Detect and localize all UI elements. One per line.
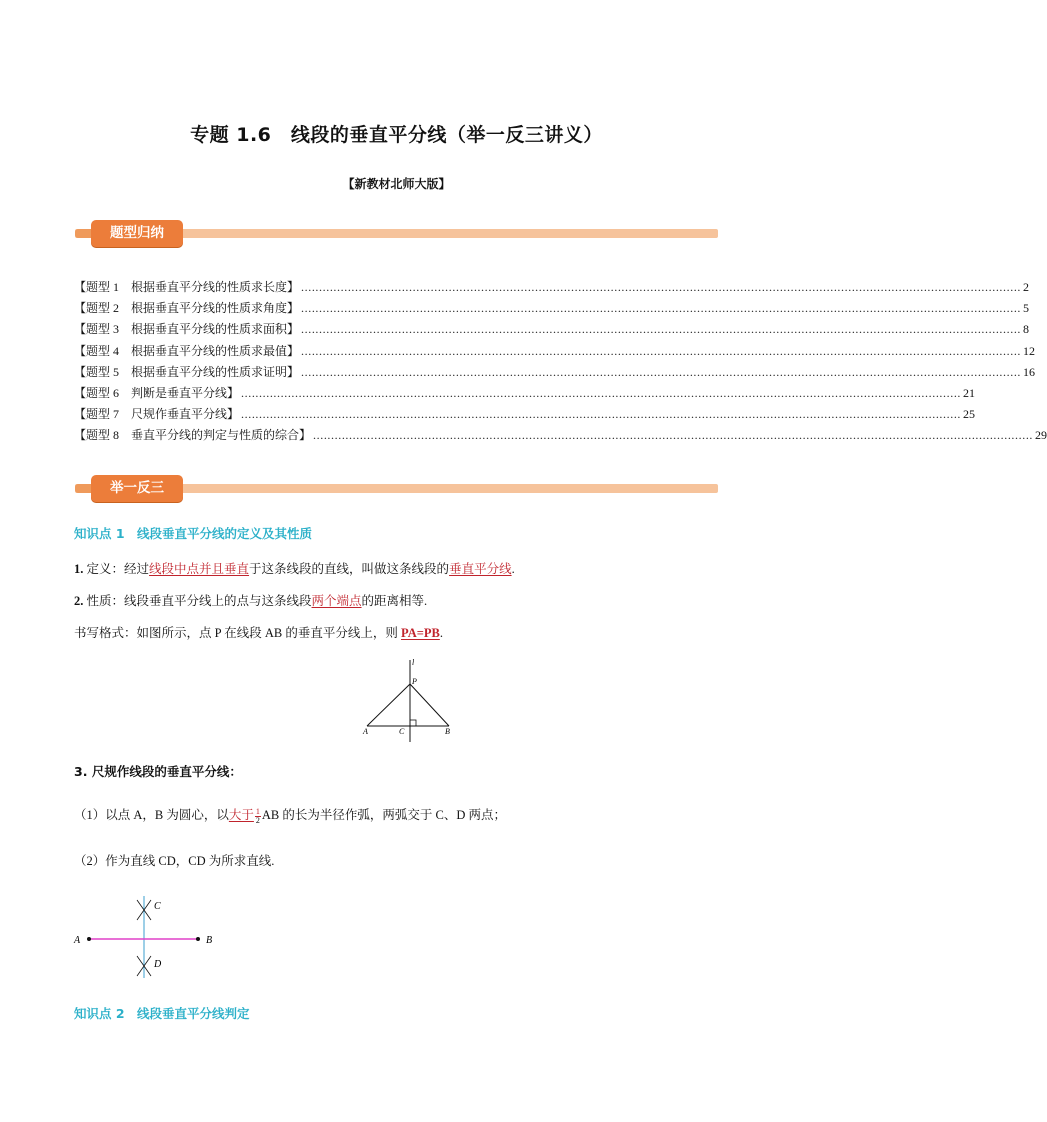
toc-item[interactable] — [74, 277, 1030, 298]
knowledge-heading-1: 知识点 1 线段垂直平分线的定义及其性质 — [74, 526, 313, 541]
label-c: C — [154, 901, 161, 912]
toc-item-page: 16 — [1023, 364, 1036, 379]
definition-text-c: . — [511, 562, 515, 576]
fraction-one-half — [255, 808, 261, 825]
toc-leader-dots: ........................................................................................................................................................................................................ — [241, 385, 962, 400]
label-b: B — [206, 935, 213, 946]
page-subtitle: 【新教材北师大版】 — [342, 177, 451, 191]
construction-heading — [74, 762, 242, 780]
toc-item-page: 21 — [963, 385, 976, 400]
definition-paragraph — [74, 560, 515, 578]
construction-step-1 — [74, 806, 506, 825]
definition-text-b: 于这条线段的直线，叫做这条线段的 — [249, 562, 450, 576]
toc-item-label: 【题型 5 根据垂直平分线的性质求证明】 — [74, 364, 300, 379]
label-p: P — [412, 677, 417, 686]
figure-compass-construction — [70, 892, 230, 982]
property-paragraph — [74, 592, 427, 610]
property-text-a: 线段垂直平分线上的点与这条线段 — [124, 594, 312, 608]
toc-item-page: 29 — [1035, 428, 1047, 443]
toc-item[interactable] — [74, 319, 1030, 340]
toc-item[interactable] — [74, 362, 1036, 383]
step1-highlight: 大于 — [228, 808, 254, 822]
definition-number: 1. — [74, 562, 84, 576]
toc-leader-dots: ........................................................................................................................................................................................................ — [301, 280, 1022, 294]
label-l: l — [412, 658, 415, 667]
toc-item-page: 5 — [1023, 301, 1030, 316]
toc-leader-dots: ........................................................................................................................................................................................................ — [313, 428, 1034, 443]
toc-item-label: 【题型 8 垂直平分线的判定与性质的综合】 — [74, 428, 312, 443]
writing-text-a: 书写格式：如图所示，点 P 在线段 AB 的垂直平分线上，则 — [74, 626, 401, 640]
toc-item-page: 2 — [1023, 280, 1030, 294]
toc-item-page: 12 — [1023, 343, 1036, 358]
right-angle-mark — [410, 720, 416, 726]
label-c: C — [399, 727, 405, 736]
property-label: 性质： — [86, 594, 125, 608]
step1-text-a: （1）以点 A，B 为圆心，以 — [74, 808, 229, 822]
construction-title: 尺规作线段的垂直平分线： — [91, 764, 242, 779]
property-number: 2. — [74, 594, 84, 608]
toc-item-label: 【题型 4 根据垂直平分线的性质求最值】 — [74, 343, 300, 358]
property-text-b: 的距离相等. — [361, 594, 428, 608]
toc-item-page: 25 — [963, 407, 976, 422]
definition-highlight-1: 线段中点并且垂直 — [149, 562, 250, 576]
toc-leader-dots: ........................................................................................................................................................................................................ — [301, 301, 1022, 316]
label-a: A — [74, 935, 81, 946]
toc-leader-dots: ........................................................................................................................................................................................................ — [301, 343, 1022, 358]
construction-step-2: （2）作为直线 CD，CD 为所求直线. — [74, 854, 275, 868]
toc-item-label: 【题型 1 根据垂直平分线的性质求长度】 — [74, 280, 300, 294]
section-band-cap — [75, 484, 91, 493]
toc-item[interactable] — [74, 404, 976, 425]
table-of-contents — [74, 277, 1047, 447]
toc-leader-dots: ........................................................................................................................................................................................................ — [301, 364, 1022, 379]
definition-label: 定义： — [86, 562, 125, 576]
property-highlight: 两个端点 — [311, 594, 362, 608]
writing-highlight: PA=PB — [400, 626, 440, 640]
fraction-denominator: 2 — [255, 815, 260, 825]
toc-item-label: 【题型 6 判断是垂直平分线】 — [74, 385, 240, 400]
step1-text-b: AB 的长为半径作弧，两弧交于 C、D 两点； — [261, 808, 506, 822]
definition-highlight-2: 垂直平分线 — [449, 562, 512, 576]
label-a: A — [363, 727, 368, 736]
section-tab-summary: 题型归纳 — [91, 220, 183, 247]
toc-item[interactable] — [74, 298, 1030, 319]
toc-item[interactable] — [74, 383, 976, 404]
construction-number: 3. — [74, 764, 88, 779]
section-band-cap — [75, 229, 91, 238]
toc-item-label: 【题型 2 根据垂直平分线的性质求角度】 — [74, 301, 300, 316]
section-tab-practice: 举一反三 — [91, 475, 183, 502]
page-title: 专题 1.6 线段的垂直平分线（举一反三讲义） — [190, 124, 603, 146]
toc-leader-dots: ........................................................................................................................................................................................................ — [241, 407, 962, 422]
definition-text-a: 经过 — [124, 562, 150, 576]
point-b — [196, 937, 200, 941]
toc-item[interactable] — [74, 425, 1047, 446]
label-b: B — [445, 727, 450, 736]
toc-item-label: 【题型 7 尺规作垂直平分线】 — [74, 407, 240, 422]
point-a — [87, 937, 91, 941]
toc-leader-dots: ........................................................................................................................................................................................................ — [301, 322, 1022, 337]
writing-text-b: . — [439, 626, 443, 640]
label-d: D — [154, 959, 162, 970]
figure-perpendicular-bisector — [355, 652, 465, 742]
toc-item[interactable] — [74, 341, 1036, 362]
fraction-numerator: 1 — [255, 806, 260, 816]
toc-item-label: 【题型 3 根据垂直平分线的性质求面积】 — [74, 322, 300, 337]
segment-pa — [367, 684, 410, 726]
toc-item-page: 8 — [1023, 322, 1030, 337]
writing-format-paragraph — [74, 624, 443, 642]
knowledge-heading-2: 知识点 2 线段垂直平分线判定 — [74, 1006, 250, 1021]
